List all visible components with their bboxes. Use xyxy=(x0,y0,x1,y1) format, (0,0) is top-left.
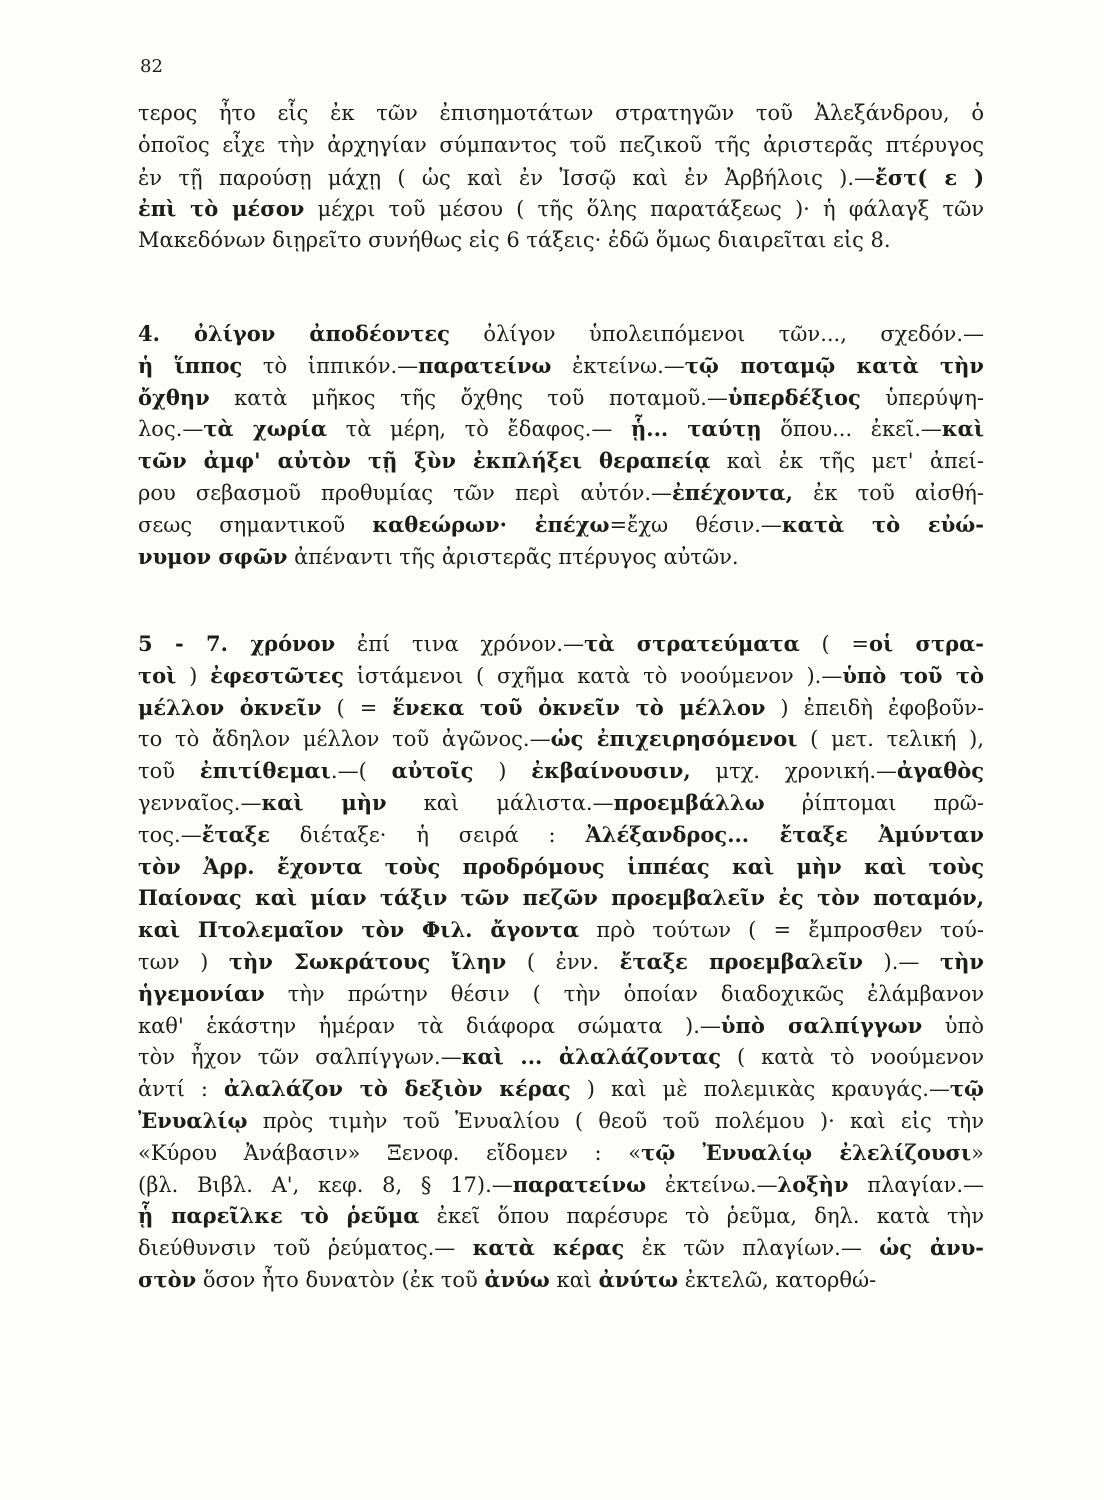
gloss-text: τοῦ xyxy=(138,759,200,784)
text-line xyxy=(138,477,984,509)
gloss-text: ( κατὰ τὸ νοούμενον xyxy=(721,1045,985,1070)
lemma-text: ἐπέχοντα, xyxy=(672,479,793,505)
gloss-text: πλαγίαν.— xyxy=(848,1172,984,1197)
gloss-text: ὅπου... ἐκεῖ.— xyxy=(761,417,942,442)
lemma-text: Ἐνυαλίῳ xyxy=(138,1107,248,1133)
lemma-text: προεμβάλλω xyxy=(613,789,765,815)
text-line xyxy=(138,130,984,162)
gloss-text: τὸ ἱππικόν.— xyxy=(242,353,419,378)
lemma-text: ἀνύω xyxy=(484,1266,550,1292)
lemma-text: 4. ὀλίγον ἀποδέοντες xyxy=(138,321,450,346)
gloss-text: τερος ἦτο εἷς ἐκ τῶν ἐπισημοτάτων στρατηγῶν τοῦ Ἀλεξάνδρου, ὁ xyxy=(138,101,984,125)
gloss-text: ἐκτελῶ, κατορθώ- xyxy=(678,1267,877,1292)
text-line xyxy=(138,1200,984,1232)
gloss-text: διέταξε· ἡ σειρά : xyxy=(269,822,586,847)
gloss-text: (βλ. Βιβλ. Α', κεφ. 8, § 17).— xyxy=(138,1172,513,1197)
lemma-text: ἄγοντα xyxy=(490,917,580,943)
lemma-text: ἔταξε xyxy=(201,821,270,847)
gloss-text: ἱστάμενοι ( σχῆμα κατὰ τὸ νοούμενον ).— xyxy=(343,663,843,688)
lemma-text: ᾗ... ταύτῃ xyxy=(631,416,762,442)
lemma-text: ἀλαλάζον τὸ δεξιὸν κέρας xyxy=(224,1076,571,1102)
gloss-text: λος.— xyxy=(138,417,204,442)
gloss-text: καὶ μάλιστα.— xyxy=(386,790,614,815)
gloss-text: .—( xyxy=(330,759,392,784)
gloss-text: ) xyxy=(176,663,211,688)
lemma-text: καὶ μὴν xyxy=(261,789,387,815)
gloss-text: τὰ μέρη, τὸ ἔδαφος.— xyxy=(327,417,631,442)
lemma-text: ὡς ἐπιχειρησόμενοι xyxy=(550,726,798,752)
gloss-text: ἐν τῇ παρούσῃ μάχῃ ( ὡς καὶ ἐν Ἰσσῷ καὶ ἐν Ἀρβήλοις ).— xyxy=(138,165,876,190)
lemma-text: ἔταξε προεμβαλεῖν xyxy=(619,948,863,974)
gloss-text: ) ἐπειδὴ ἐφοβοῦν- xyxy=(765,695,984,720)
text-line xyxy=(138,1137,984,1169)
lemma-text: ἕνεκα τοῦ ὀκνεῖν τὸ μέλλον xyxy=(392,694,766,720)
lemma-text: 5 - 7. χρόνον xyxy=(138,631,336,656)
lemma-text: ἡγεμονίαν xyxy=(138,980,265,1006)
gloss-text: ἐπί τινα χρόνον.— xyxy=(335,632,585,656)
gloss-text: μέχρι τοῦ μέσου ( τῆς ὅλης παρατάξεως )· ἡ φάλαγξ τῶν xyxy=(304,197,984,222)
lemma-text: κατὰ κέρας xyxy=(472,1235,625,1261)
lemma-text: ἐπὶ τὸ μέσον xyxy=(138,196,305,222)
gloss-text: τὴν πρώτην θέσιν ( τὴν ὁποίαν διαδοχικῶς ἐλάμβανον xyxy=(264,981,984,1006)
lemma-text: στὸν xyxy=(138,1266,197,1292)
text-line xyxy=(138,787,984,819)
gloss-text: γενναῖος.— xyxy=(138,790,262,815)
paragraph-1 xyxy=(138,98,984,257)
text-line xyxy=(138,946,984,978)
text-line xyxy=(138,350,984,382)
lemma-text: τοὶ xyxy=(138,662,177,688)
gloss-text: ( = xyxy=(321,695,393,720)
gloss-text: τος.— xyxy=(138,822,202,847)
gloss-text: σεως σημαντικοῦ xyxy=(138,512,373,537)
gloss-text: κατὰ μῆκος τῆς ὄχθης τοῦ ποταμοῦ.— xyxy=(209,385,728,410)
lemma-text: ἐπιτίθεμαι xyxy=(199,758,331,784)
gloss-text: Μακεδόνων διῃρεῖτο συνήθως εἰς 6 τάξεις· ἐδῶ ὅμως διαιρεῖται εἰς 8. xyxy=(138,228,891,253)
gloss-text: ὀλίγον ὑπολειπόμενοι τῶν..., σχεδόν.— xyxy=(449,322,984,346)
lemma-text: ᾗ παρεῖλκε τὸ ῥεῦμα xyxy=(138,1203,420,1229)
text-line xyxy=(138,723,984,755)
gloss-text: των ) xyxy=(138,949,229,974)
gloss-text: ἐκεῖ ὅπου παρέσυρε τὸ ῥεῦμα, δηλ. κατὰ τὴν xyxy=(419,1204,984,1229)
lemma-text: τῷ xyxy=(949,1076,985,1102)
gloss-text: καθ' ἑκάστην ἡμέραν τὰ διάφορα σώματα ).— xyxy=(138,1013,721,1038)
gloss-text: ὅσον ἦτο δυνατὸν (ἐκ τοῦ xyxy=(196,1267,485,1292)
lemma-text: τὰ στρατεύματα xyxy=(584,631,800,656)
gloss-text: ἀντί : xyxy=(138,1077,225,1102)
lemma-text: ἀγαθὸς xyxy=(897,758,984,784)
text-line xyxy=(138,882,984,914)
lemma-text: παρατείνω xyxy=(512,1171,647,1197)
lemma-text: κατὰ τὸ εὐώ- xyxy=(781,511,984,537)
gloss-text: ῥίπτομαι πρῶ- xyxy=(764,790,984,815)
lemma-text: ἔστ( ε ) xyxy=(875,164,985,190)
lemma-text: Παίονας καὶ μίαν τάξιν τῶν πεζῶν προεμβαλεῖν ἐς τὸν ποταμόν, xyxy=(138,885,984,911)
text-line xyxy=(138,1073,984,1105)
lemma-text: ἡ ἵππος xyxy=(138,352,243,378)
text-line xyxy=(138,382,984,414)
lemma-text: ὑπὸ σαλπίγγων xyxy=(720,1012,923,1038)
text-line xyxy=(138,755,984,787)
text-line xyxy=(138,628,984,660)
lemma-text: λοξὴν xyxy=(777,1171,849,1197)
page-number: 82 xyxy=(140,56,163,77)
lemma-text: ὄχθην xyxy=(138,384,210,410)
text-line xyxy=(138,660,984,692)
lemma-text: ἐφεστῶτες xyxy=(210,662,344,688)
gloss-text: πρὸς τιμὴν τοῦ Ἐνυαλίου ( θεοῦ τοῦ πολέμου )· καὶ εἰς τὴν xyxy=(247,1108,984,1133)
gloss-text: «Κύρου Ἀνάβασιν» Ξενοφ. εἴδομεν : « xyxy=(138,1140,642,1165)
lemma-text: τῷ ποταμῷ κατὰ τὴν xyxy=(684,352,984,378)
text-line xyxy=(138,914,984,946)
text-line xyxy=(138,1169,984,1201)
lemma-text: τὴν xyxy=(940,948,984,974)
lemma-text: καθεώρων· ἐπέχω xyxy=(372,511,610,537)
lemma-text: ὑπερδέξιος xyxy=(727,384,861,410)
gloss-text: ἐκτείνω.— xyxy=(551,353,685,378)
gloss-text: καὶ ἐκ τῆς μετ' ἀπεί- xyxy=(710,449,985,474)
text-line xyxy=(138,1010,984,1042)
lemma-text: τὸν Ἀρρ. ἔχοντα τοὺς προδρόμους ἱππέας καὶ μὴν καὶ τοὺς xyxy=(138,853,984,879)
text-line xyxy=(138,1264,984,1296)
text-line xyxy=(138,162,984,194)
gloss-text: ( = xyxy=(799,632,870,656)
lemma-text: Ἀλέξανδρος... ἔταξε Ἀμύνταν xyxy=(585,821,984,847)
gloss-text: ) xyxy=(473,759,532,784)
gloss-text: ὑπερύψη- xyxy=(860,385,984,410)
gloss-text: ἐκτείνω.— xyxy=(646,1172,778,1197)
gloss-text: το τὸ ἄδηλον μέλλον τοῦ ἀγῶνος.— xyxy=(138,727,551,752)
lemma-text: ἐκβαίνουσιν, xyxy=(531,758,691,784)
gloss-text: πρὸ τούτων ( = ἔμπροσθεν τού- xyxy=(579,918,984,943)
text-line xyxy=(138,1105,984,1137)
lemma-text: τῶν ἀμφ' αὐτὸν τῇ ξὺν ἐκπλήξει θεραπείᾳ xyxy=(138,448,711,474)
gloss-text: τὸν ἦχον τῶν σαλπίγγων.— xyxy=(138,1045,462,1070)
gloss-text: καὶ xyxy=(549,1267,599,1292)
paragraph-2 xyxy=(138,318,984,572)
lemma-text: καὶ xyxy=(941,416,984,442)
lemma-text: τὰ χωρία xyxy=(203,416,327,442)
text-line xyxy=(138,692,984,724)
text-line xyxy=(138,318,984,350)
text-line xyxy=(138,978,984,1010)
lemma-text: οἱ στρα- xyxy=(869,631,985,656)
gloss-text: ἐκ τῶν πλαγίων.— xyxy=(624,1236,880,1261)
gloss-text: ( μετ. τελική ), xyxy=(797,727,984,752)
lemma-text: ἀνύτω xyxy=(598,1266,679,1292)
text-line xyxy=(138,413,984,445)
gloss-text: » xyxy=(971,1140,984,1165)
lemma-text: καὶ ... ἀλαλάζοντας xyxy=(461,1044,721,1070)
text-line xyxy=(138,1232,984,1264)
text-line xyxy=(138,819,984,851)
gloss-text: ( ἐνν. xyxy=(506,949,620,974)
text-line xyxy=(138,851,984,883)
lemma-text: νυμον σφῶν xyxy=(138,543,288,569)
lemma-text: τῷ Ἐνυαλίῳ ἐλελίζουσι xyxy=(641,1139,972,1165)
gloss-text: =ἔχω θέσιν.— xyxy=(609,512,782,537)
text-line xyxy=(138,193,984,225)
gloss-text: ) καὶ μὲ πολεμικὰς κραυγάς.— xyxy=(570,1077,950,1102)
text-line xyxy=(138,541,984,573)
lemma-text: παρατείνω xyxy=(418,352,552,378)
gloss-text: διεύθυνσιν τοῦ ῥεύματος.— xyxy=(138,1236,473,1261)
lemma-text: ὑπὸ τοῦ τὸ xyxy=(842,662,984,688)
paragraph-3 xyxy=(138,628,984,1296)
gloss-text: ὑπὸ xyxy=(922,1013,984,1038)
text-line xyxy=(138,509,984,541)
text-line xyxy=(138,98,984,130)
lemma-text: ὡς ἀνυ- xyxy=(879,1235,985,1261)
text-line xyxy=(138,225,984,257)
lemma-text: αὐτοῖς xyxy=(391,758,474,784)
gloss-text: μτχ. χρονική.— xyxy=(690,759,898,784)
lemma-text: καὶ Πτολεμαῖον τὸν Φιλ. xyxy=(138,917,491,943)
gloss-text: ρου σεβασμοῦ προθυμίας τῶν περὶ αὐτόν.— xyxy=(138,480,673,505)
gloss-text: ).— xyxy=(862,949,941,974)
gloss-text: ἐκ τοῦ αἰσθή- xyxy=(792,480,984,505)
lemma-text: μέλλον ὀκνεῖν xyxy=(138,694,322,720)
gloss-text: ὁποῖος εἶχε τὴν ἀρχηγίαν σύμπαντος τοῦ πεζικοῦ τῆς ἀριστερᾶς πτέρυγος xyxy=(138,132,984,157)
text-line xyxy=(138,1041,984,1073)
gloss-text: ἀπέναντι τῆς ἀριστερᾶς πτέρυγος αὐτῶν. xyxy=(287,544,739,569)
lemma-text: τὴν Σωκράτους ἴλην xyxy=(228,948,507,974)
text-line xyxy=(138,445,984,477)
